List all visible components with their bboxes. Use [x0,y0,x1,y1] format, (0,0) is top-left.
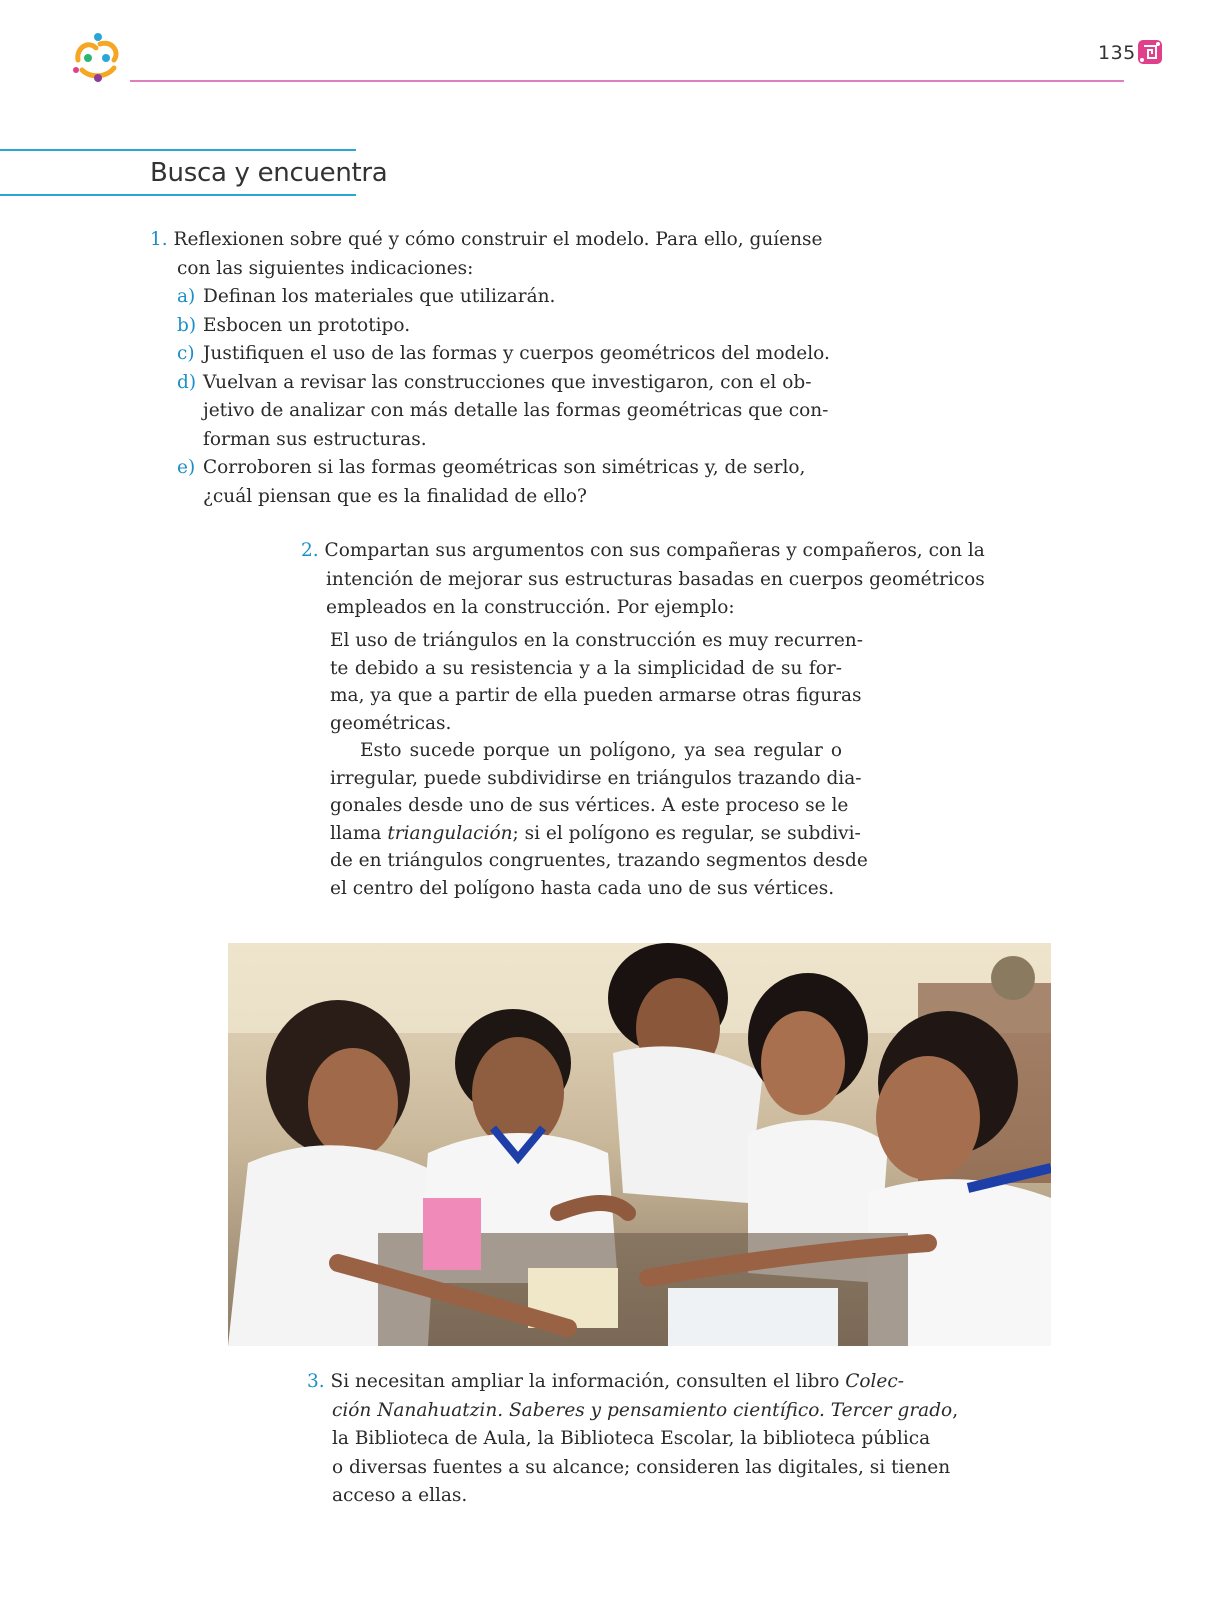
quote-line: irregular, puede subdividirse en triángulos trazando dia- [330,767,862,789]
quote-text: llama [330,822,388,844]
subitem-text: forman sus estructuras. [203,428,427,450]
book-title: ción Nanahuatzin. Saberes y pensamiento científico. Tercer grado [332,1399,953,1421]
logo-icon [70,30,126,86]
quote-line: Esto sucede porque un polígono, ya sea regular o [360,740,842,761]
quote-line: geométricas. [330,712,452,734]
item-text-line: empleados en la construcción. Por ejemplo: [326,597,735,618]
section-title: Busca y encuentra [150,158,388,188]
item-text: , [952,1399,959,1421]
subitem-letter: b) [177,314,197,336]
item-text-line: con las siguientes indicaciones: [177,257,474,279]
item-text-line: Compartan sus argumentos con sus compañeras y compañeros, con la [324,540,985,561]
item-number: 1. [150,229,168,250]
activity-item-2 [301,537,985,623]
subitem-letter: a) [177,286,196,307]
subitem-text: Justifiquen el uso de las formas y cuerpos geométricos del modelo. [203,343,830,364]
item-number: 2. [301,540,319,561]
page-number: 135 [1098,42,1136,64]
section-rule-bottom [0,194,356,196]
subitem-letter: d) [177,371,197,393]
students-photo [228,943,1051,1346]
item-text-line: intención de mejorar sus estructuras basadas en cuerpos geométricos [326,568,985,590]
activity-item-1 [150,226,830,511]
subitem-text: ¿cuál piensan que es la finalidad de ello? [203,485,587,507]
quote-line: el centro del polígono hasta cada uno de sus vértices. [330,877,835,899]
item-text-line: o diversas fuentes a su alcance; consideren las digitales, si tienen [332,1456,951,1478]
italic-term: triangulación [387,822,513,844]
quote-line: te debido a su resistencia y a la simplicidad de su for- [330,657,842,679]
activity-item-3 [307,1368,959,1511]
subitem-letter: c) [177,343,195,364]
item-text-line: Reflexionen sobre qué y cómo construir el modelo. Para ello, guíense [173,229,823,250]
quote-line: de en triángulos congruentes, trazando segmentos desde [330,850,868,871]
quote-line: El uso de triángulos en la construcción es muy recurren- [330,630,863,651]
book-title: Colec- [845,1371,904,1392]
subitem-text: Definan los materiales que utilizarán. [203,286,556,307]
item-text: Si necesitan ampliar la información, consulten el libro [330,1371,846,1392]
subitem-text: jetivo de analizar con más detalle las formas geométricas que con- [203,400,829,421]
item-text-line: la Biblioteca de Aula, la Biblioteca Escolar, la biblioteca pública [332,1428,931,1449]
item-text-line: acceso a ellas. [332,1485,468,1506]
subitem-text: Esbocen un prototipo. [203,314,411,336]
subitem-letter: e) [177,457,196,478]
corner-ornament-icon [1136,38,1164,66]
quote-text: ; si el polígono es regular, se subdivi- [512,822,861,844]
subitem-text: Vuelvan a revisar las construcciones que investigaron, con el ob- [203,371,812,393]
quote-line: ma, ya que a partir de ella pueden armarse otras figuras [330,685,862,706]
header-rule [130,80,1124,82]
section-rule-top [0,149,356,151]
quote-line [330,820,861,848]
quote-line: gonales desde uno de sus vértices. A este proceso se le [330,795,849,816]
item-number: 3. [307,1371,325,1392]
subitem-text: Corroboren si las formas geométricas son simétricas y, de serlo, [203,457,806,478]
example-quote [330,627,868,902]
